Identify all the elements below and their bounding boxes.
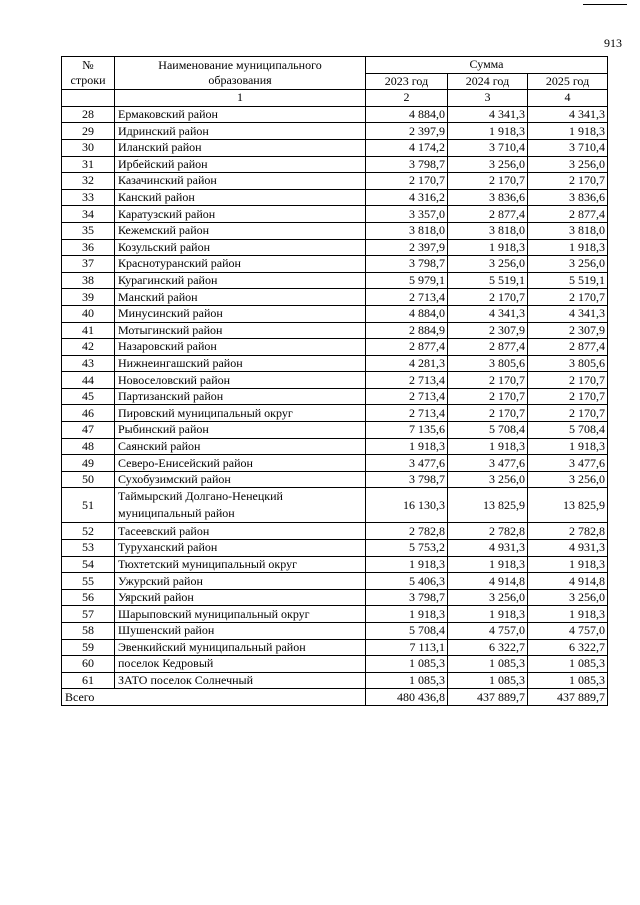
total-v2024: 437 889,7 bbox=[448, 689, 528, 706]
table-row bbox=[62, 339, 608, 356]
municipality-name: Новоселовский район bbox=[115, 372, 366, 389]
column-numbers-row bbox=[62, 90, 608, 107]
table-row bbox=[62, 672, 608, 689]
total-v2023: 480 436,8 bbox=[366, 689, 448, 706]
row-number: 58 bbox=[62, 623, 115, 640]
municipality-name: Иланский район bbox=[115, 139, 366, 156]
table-row bbox=[62, 556, 608, 573]
row-number: 40 bbox=[62, 305, 115, 322]
amount-2024: 3 477,6 bbox=[448, 455, 528, 472]
amount-2025: 2 877,4 bbox=[528, 206, 608, 223]
municipality-name: Эвенкийский муниципальный район bbox=[115, 639, 366, 656]
row-number: 41 bbox=[62, 322, 115, 339]
amount-2023: 2 397,9 bbox=[366, 123, 448, 140]
amount-2025: 2 170,7 bbox=[528, 388, 608, 405]
row-number: 42 bbox=[62, 339, 115, 356]
municipality-name: Краснотуранский район bbox=[115, 256, 366, 273]
municipality-name: Назаровский район bbox=[115, 339, 366, 356]
municipality-name: Ермаковский район bbox=[115, 106, 366, 123]
amount-2023: 5 979,1 bbox=[366, 272, 448, 289]
table-row bbox=[62, 623, 608, 640]
amount-2023: 2 397,9 bbox=[366, 239, 448, 256]
amount-2024: 1 918,3 bbox=[448, 606, 528, 623]
municipality-name: Минусинский район bbox=[115, 305, 366, 322]
row-number: 51 bbox=[62, 488, 115, 523]
amount-2025: 2 170,7 bbox=[528, 173, 608, 190]
amount-2023: 1 918,3 bbox=[366, 556, 448, 573]
municipality-name: Ирбейский район bbox=[115, 156, 366, 173]
amount-2024: 1 918,3 bbox=[448, 239, 528, 256]
municipality-name: Нижнеингашский район bbox=[115, 355, 366, 372]
municipality-name: Идринский район bbox=[115, 123, 366, 140]
amount-2024: 3 256,0 bbox=[448, 256, 528, 273]
amount-2025: 3 256,0 bbox=[528, 471, 608, 488]
amount-2025: 5 519,1 bbox=[528, 272, 608, 289]
row-number: 36 bbox=[62, 239, 115, 256]
table-row bbox=[62, 289, 608, 306]
table-row bbox=[62, 388, 608, 405]
amount-2025: 2 170,7 bbox=[528, 372, 608, 389]
amount-2023: 4 884,0 bbox=[366, 305, 448, 322]
header-sum: Сумма bbox=[366, 57, 608, 74]
amount-2023: 4 174,2 bbox=[366, 139, 448, 156]
amount-2025: 1 918,3 bbox=[528, 239, 608, 256]
row-number: 30 bbox=[62, 139, 115, 156]
header-year-2024: 2024 год bbox=[448, 73, 528, 90]
amount-2025: 1 918,3 bbox=[528, 606, 608, 623]
amount-2024: 2 170,7 bbox=[448, 405, 528, 422]
municipality-name: Мотыгинский район bbox=[115, 322, 366, 339]
table-row bbox=[62, 123, 608, 140]
amount-2025: 1 918,3 bbox=[528, 556, 608, 573]
municipality-name: Саянский район bbox=[115, 438, 366, 455]
municipality-name: ЗАТО поселок Солнечный bbox=[115, 672, 366, 689]
amount-2023: 2 713,4 bbox=[366, 388, 448, 405]
amount-2025: 4 914,8 bbox=[528, 573, 608, 590]
amount-2024: 2 877,4 bbox=[448, 339, 528, 356]
amount-2024: 3 836,6 bbox=[448, 189, 528, 206]
row-number: 34 bbox=[62, 206, 115, 223]
municipality-name: Канский район bbox=[115, 189, 366, 206]
row-number: 35 bbox=[62, 222, 115, 239]
amount-2025: 2 170,7 bbox=[528, 405, 608, 422]
amount-2024: 3 256,0 bbox=[448, 471, 528, 488]
header-year-2023: 2023 год bbox=[366, 73, 448, 90]
amount-2023: 3 798,7 bbox=[366, 589, 448, 606]
table-row bbox=[62, 222, 608, 239]
municipality-name: Уярский район bbox=[115, 589, 366, 606]
amount-2024: 6 322,7 bbox=[448, 639, 528, 656]
municipality-name: Курагинский район bbox=[115, 272, 366, 289]
municipality-name: Казачинский район bbox=[115, 173, 366, 190]
row-number: 50 bbox=[62, 471, 115, 488]
municipality-name: Рыбинский район bbox=[115, 422, 366, 439]
row-number: 48 bbox=[62, 438, 115, 455]
row-number: 39 bbox=[62, 289, 115, 306]
amount-2024: 2 170,7 bbox=[448, 388, 528, 405]
amount-2023: 4 884,0 bbox=[366, 106, 448, 123]
amount-2023: 2 782,8 bbox=[366, 523, 448, 540]
table-row bbox=[62, 405, 608, 422]
amount-2024: 4 341,3 bbox=[448, 305, 528, 322]
budget-table bbox=[61, 56, 608, 706]
total-label: Всего bbox=[62, 689, 366, 706]
amount-2025: 1 918,3 bbox=[528, 438, 608, 455]
amount-2025: 1 085,3 bbox=[528, 672, 608, 689]
amount-2024: 2 877,4 bbox=[448, 206, 528, 223]
row-number: 57 bbox=[62, 606, 115, 623]
amount-2023: 2 713,4 bbox=[366, 405, 448, 422]
municipality-name: Манский район bbox=[115, 289, 366, 306]
table-row bbox=[62, 488, 608, 523]
amount-2025: 3 256,0 bbox=[528, 256, 608, 273]
table-row bbox=[62, 540, 608, 557]
row-number: 54 bbox=[62, 556, 115, 573]
row-number: 32 bbox=[62, 173, 115, 190]
amount-2024: 1 918,3 bbox=[448, 123, 528, 140]
amount-2025: 3 256,0 bbox=[528, 589, 608, 606]
column-number bbox=[62, 90, 115, 107]
amount-2024: 1 085,3 bbox=[448, 656, 528, 673]
table-row bbox=[62, 156, 608, 173]
table-row bbox=[62, 471, 608, 488]
municipality-name: Туруханский район bbox=[115, 540, 366, 557]
municipality-name: Козульский район bbox=[115, 239, 366, 256]
row-number: 46 bbox=[62, 405, 115, 422]
amount-2023: 3 357,0 bbox=[366, 206, 448, 223]
table-row bbox=[62, 606, 608, 623]
table-row bbox=[62, 656, 608, 673]
table-row bbox=[62, 239, 608, 256]
amount-2024: 3 256,0 bbox=[448, 589, 528, 606]
municipality-name: Кежемский район bbox=[115, 222, 366, 239]
municipality-name: Тасеевский район bbox=[115, 523, 366, 540]
amount-2025: 1 918,3 bbox=[528, 123, 608, 140]
amount-2024: 4 914,8 bbox=[448, 573, 528, 590]
table-row bbox=[62, 173, 608, 190]
amount-2024: 2 170,7 bbox=[448, 289, 528, 306]
column-number: 1 bbox=[115, 90, 366, 107]
column-number: 3 bbox=[448, 90, 528, 107]
amount-2025: 5 708,4 bbox=[528, 422, 608, 439]
amount-2025: 4 341,3 bbox=[528, 106, 608, 123]
amount-2024: 4 341,3 bbox=[448, 106, 528, 123]
row-number: 31 bbox=[62, 156, 115, 173]
header-municipality-name: Наименование муниципального образования bbox=[115, 57, 366, 90]
table-row bbox=[62, 438, 608, 455]
table-row bbox=[62, 455, 608, 472]
amount-2023: 2 884,9 bbox=[366, 322, 448, 339]
page-number: 913 bbox=[604, 36, 622, 50]
amount-2023: 2 877,4 bbox=[366, 339, 448, 356]
amount-2023: 1 085,3 bbox=[366, 656, 448, 673]
municipality-name: поселок Кедровый bbox=[115, 656, 366, 673]
amount-2025: 13 825,9 bbox=[528, 488, 608, 523]
municipality-name: Тюхтетский муниципальный округ bbox=[115, 556, 366, 573]
amount-2024: 1 085,3 bbox=[448, 672, 528, 689]
amount-2025: 2 170,7 bbox=[528, 289, 608, 306]
row-number: 43 bbox=[62, 355, 115, 372]
table-row bbox=[62, 322, 608, 339]
table-row bbox=[62, 573, 608, 590]
total-row bbox=[62, 689, 608, 706]
amount-2024: 5 519,1 bbox=[448, 272, 528, 289]
amount-2025: 3 477,6 bbox=[528, 455, 608, 472]
amount-2025: 3 256,0 bbox=[528, 156, 608, 173]
row-number: 53 bbox=[62, 540, 115, 557]
amount-2023: 1 918,3 bbox=[366, 606, 448, 623]
municipality-name: Шарыповский муниципальный округ bbox=[115, 606, 366, 623]
row-number: 60 bbox=[62, 656, 115, 673]
municipality-name: Партизанский район bbox=[115, 388, 366, 405]
row-number: 29 bbox=[62, 123, 115, 140]
table-row bbox=[62, 523, 608, 540]
amount-2023: 5 753,2 bbox=[366, 540, 448, 557]
amount-2025: 2 877,4 bbox=[528, 339, 608, 356]
amount-2024: 3 710,4 bbox=[448, 139, 528, 156]
header-row-number: № строки bbox=[62, 57, 115, 90]
amount-2025: 2 782,8 bbox=[528, 523, 608, 540]
table-row bbox=[62, 256, 608, 273]
amount-2025: 3 805,6 bbox=[528, 355, 608, 372]
table-row bbox=[62, 106, 608, 123]
table-row bbox=[62, 305, 608, 322]
amount-2023: 1 085,3 bbox=[366, 672, 448, 689]
amount-2024: 2 782,8 bbox=[448, 523, 528, 540]
municipality-name: Шушенский район bbox=[115, 623, 366, 640]
table-row bbox=[62, 422, 608, 439]
amount-2024: 3 818,0 bbox=[448, 222, 528, 239]
amount-2025: 2 307,9 bbox=[528, 322, 608, 339]
amount-2025: 4 341,3 bbox=[528, 305, 608, 322]
amount-2023: 3 477,6 bbox=[366, 455, 448, 472]
amount-2024: 3 805,6 bbox=[448, 355, 528, 372]
column-number: 2 bbox=[366, 90, 448, 107]
table-row bbox=[62, 272, 608, 289]
row-number: 49 bbox=[62, 455, 115, 472]
amount-2025: 4 931,3 bbox=[528, 540, 608, 557]
row-number: 45 bbox=[62, 388, 115, 405]
row-number: 56 bbox=[62, 589, 115, 606]
row-number: 28 bbox=[62, 106, 115, 123]
row-number: 38 bbox=[62, 272, 115, 289]
column-number: 4 bbox=[528, 90, 608, 107]
total-v2025: 437 889,7 bbox=[528, 689, 608, 706]
row-number: 37 bbox=[62, 256, 115, 273]
amount-2023: 2 170,7 bbox=[366, 173, 448, 190]
table-row bbox=[62, 139, 608, 156]
amount-2023: 16 130,3 bbox=[366, 488, 448, 523]
table-row bbox=[62, 372, 608, 389]
amount-2024: 3 256,0 bbox=[448, 156, 528, 173]
amount-2024: 1 918,3 bbox=[448, 556, 528, 573]
amount-2023: 3 798,7 bbox=[366, 471, 448, 488]
row-number: 59 bbox=[62, 639, 115, 656]
amount-2024: 2 170,7 bbox=[448, 372, 528, 389]
amount-2023: 5 406,3 bbox=[366, 573, 448, 590]
municipality-name: Сухобузимский район bbox=[115, 471, 366, 488]
row-number: 33 bbox=[62, 189, 115, 206]
amount-2023: 5 708,4 bbox=[366, 623, 448, 640]
row-number: 52 bbox=[62, 523, 115, 540]
amount-2025: 6 322,7 bbox=[528, 639, 608, 656]
amount-2023: 2 713,4 bbox=[366, 289, 448, 306]
amount-2025: 4 757,0 bbox=[528, 623, 608, 640]
table-row bbox=[62, 206, 608, 223]
row-number: 55 bbox=[62, 573, 115, 590]
header-year-2025: 2025 год bbox=[528, 73, 608, 90]
municipality-name: Каратузский район bbox=[115, 206, 366, 223]
amount-2025: 3 836,6 bbox=[528, 189, 608, 206]
table-row bbox=[62, 355, 608, 372]
municipality-name: Ужурский район bbox=[115, 573, 366, 590]
header-row-1 bbox=[62, 57, 608, 74]
amount-2023: 3 798,7 bbox=[366, 256, 448, 273]
amount-2023: 3 818,0 bbox=[366, 222, 448, 239]
amount-2023: 2 713,4 bbox=[366, 372, 448, 389]
amount-2024: 2 170,7 bbox=[448, 173, 528, 190]
municipality-name: Северо-Енисейский район bbox=[115, 455, 366, 472]
amount-2023: 4 281,3 bbox=[366, 355, 448, 372]
amount-2023: 7 135,6 bbox=[366, 422, 448, 439]
amount-2024: 5 708,4 bbox=[448, 422, 528, 439]
amount-2023: 3 798,7 bbox=[366, 156, 448, 173]
row-number: 47 bbox=[62, 422, 115, 439]
row-number: 44 bbox=[62, 372, 115, 389]
table-row bbox=[62, 639, 608, 656]
municipality-name: Таймырский Долгано-Ненецкий муниципальный район bbox=[115, 488, 366, 523]
amount-2025: 1 085,3 bbox=[528, 656, 608, 673]
amount-2025: 3 710,4 bbox=[528, 139, 608, 156]
amount-2024: 4 931,3 bbox=[448, 540, 528, 557]
table-row bbox=[62, 589, 608, 606]
municipality-name: Пировский муниципальный округ bbox=[115, 405, 366, 422]
table-row bbox=[62, 189, 608, 206]
row-number: 61 bbox=[62, 672, 115, 689]
top-rule bbox=[583, 4, 627, 5]
amount-2025: 3 818,0 bbox=[528, 222, 608, 239]
amount-2024: 1 918,3 bbox=[448, 438, 528, 455]
amount-2024: 13 825,9 bbox=[448, 488, 528, 523]
amount-2023: 4 316,2 bbox=[366, 189, 448, 206]
amount-2024: 4 757,0 bbox=[448, 623, 528, 640]
amount-2023: 7 113,1 bbox=[366, 639, 448, 656]
amount-2023: 1 918,3 bbox=[366, 438, 448, 455]
amount-2024: 2 307,9 bbox=[448, 322, 528, 339]
